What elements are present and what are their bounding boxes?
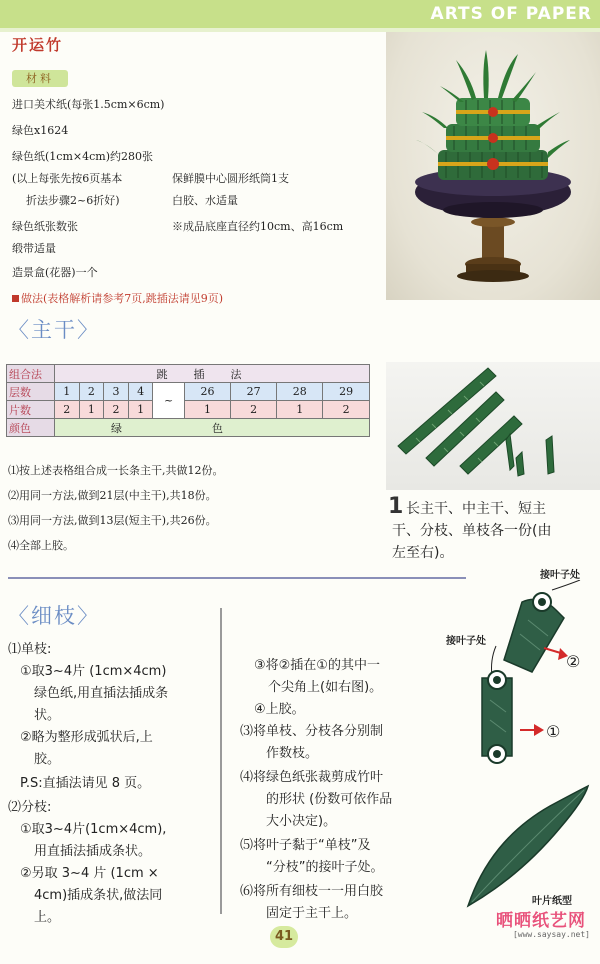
method-note-text: 做法(表格解析请参考7页,跳插法请见9页) [21, 292, 224, 305]
branch-line: 状。 [34, 708, 61, 723]
branch-line: ②略为整形成弧状后,上 [20, 730, 153, 745]
branch-line: 用直插法插成条状。 [34, 844, 152, 859]
branch-line: 作数枝。 [266, 746, 319, 761]
material-line: 折法步骤2~6折好) [26, 194, 120, 207]
branch-line: ⑶将单枝、分枝各分别制 [240, 724, 384, 739]
material-line-right: 保鲜膜中心圆形纸筒1支 [172, 172, 289, 185]
diagram-label-leaf-template: 叶片纸型 [532, 896, 572, 907]
piece-cell: 1 [184, 401, 230, 419]
watermark-url: [www.saysay.net] [512, 930, 590, 939]
branch-line: 胶。 [34, 752, 61, 767]
caption-number: 1 [388, 494, 404, 519]
branch-line: 固定于主干上。 [266, 906, 358, 921]
method-label: 跳插法 [156, 367, 268, 381]
piece-cell: 2 [323, 401, 370, 419]
table-row [7, 401, 370, 419]
piece-cell: 2 [55, 401, 80, 419]
trunk-pieces-photo [386, 362, 600, 490]
material-line: 缎带适量 [12, 242, 56, 255]
materials-badge: 材料 [12, 70, 68, 87]
diagram-marker-2: ② [566, 652, 581, 671]
material-line: 绿色纸(1cm×4cm)约280张 [12, 150, 153, 163]
branch-line: ⑸将叶子黏于“单枝”及 [240, 838, 371, 853]
piece-cell: 1 [277, 401, 323, 419]
bamboo-photo [386, 32, 600, 300]
caption-line: 干、分枝、单枝各一份(由 [392, 523, 552, 539]
layer-cell: 3 [104, 383, 129, 401]
layer-cell: 28 [277, 383, 323, 401]
piece-cell: 2 [104, 401, 129, 419]
branch-line: ⑴单枝: [8, 642, 52, 657]
column-divider [220, 608, 222, 914]
material-line-right: 白胶、水适量 [172, 194, 238, 207]
material-line: 进口美术纸(每张1.5cm×6cm) [12, 98, 165, 111]
section-title-trunk: 〈主干〉 [8, 318, 100, 342]
material-line-right: ※成品底座直径约10cm、高16cm [172, 220, 344, 233]
row-label: 颜色 [7, 419, 55, 437]
material-line: 绿色x1624 [12, 124, 69, 137]
page-number: 41 [270, 926, 298, 948]
caption-line: 左至右)。 [392, 545, 454, 561]
row-label: 层数 [7, 383, 55, 401]
branch-line: P.S:直插法请见 8 页。 [20, 776, 151, 791]
branch-line: 上。 [34, 910, 61, 925]
table-row [7, 383, 370, 401]
tilde-cell: ~ [153, 383, 184, 419]
branch-line: 个尖角上(如右图)。 [268, 680, 383, 695]
row-label: 片数 [7, 401, 55, 419]
branch-line: “分枝”的接叶子处。 [266, 860, 384, 875]
branch-line: ③将②插在①的其中一 [254, 658, 380, 673]
branch-line: ⑷将绿色纸张裁剪成竹叶 [240, 770, 384, 785]
branch-line: ④上胶。 [254, 702, 305, 717]
diagram-marker-1: ① [546, 722, 561, 741]
piece-cell: 1 [79, 401, 104, 419]
diagram-label-leaf-joint: 接叶子处 [446, 636, 486, 647]
bamboo-arrangement-illustration [386, 32, 600, 300]
branch-line: 绿色纸,用直插法插成条 [34, 686, 169, 701]
layer-cell: 29 [323, 383, 370, 401]
material-line: 绿色纸张数张 [12, 220, 78, 233]
section-title-branch: 〈细枝〉 [8, 604, 100, 628]
branch-line: ①取3~4片(1cm×4cm), [20, 822, 167, 837]
section-divider [8, 577, 466, 579]
trunk-step: ⑶用同一方法,做到13层(短主干),共26份。 [8, 514, 217, 527]
piece-cell: 1 [128, 401, 153, 419]
layer-cell: 4 [128, 383, 153, 401]
page-title: 开运竹 [12, 36, 64, 54]
branch-line: ⑹将所有细枝一一用白胶 [240, 884, 384, 899]
branch-line: ⑵分枝: [8, 800, 52, 815]
series-title: ARTS OF PAPER [430, 4, 592, 24]
branch-line: ②另取 3~4 片 (1cm × [20, 866, 159, 881]
table-row [7, 419, 370, 437]
row-label: 组合法 [7, 365, 55, 383]
trunk-step: ⑵用同一方法,做到21层(中主干),共18份。 [8, 489, 217, 502]
branch-line: 的形状 (份数可依作品 [266, 792, 393, 807]
branch-line: 大小决定)。 [266, 814, 337, 829]
trunk-step: ⑴按上述表格组合成一长条主干,共做12份。 [8, 464, 224, 477]
diagram-label-leaf-joint: 接叶子处 [540, 570, 580, 581]
color-cell [55, 419, 370, 437]
layer-cell: 27 [231, 383, 277, 401]
table-row [7, 365, 370, 383]
layer-cell: 2 [79, 383, 104, 401]
trunk-table [6, 364, 370, 437]
bullet-square-icon [12, 295, 19, 302]
material-line: 造景盒(花器)一个 [12, 266, 98, 279]
layer-cell: 26 [184, 383, 230, 401]
watermark: 晒晒纸艺网 [496, 911, 586, 931]
piece-cell: 2 [231, 401, 277, 419]
caption-line: 长主干、中主干、短主 [406, 501, 546, 517]
branch-line: 4cm)插成条状,做法同 [34, 888, 163, 903]
material-line: (以上每张先按6页基本 [12, 172, 123, 185]
trunk-step: ⑷全部上胶。 [8, 539, 74, 552]
branch-line: ①取3~4片 (1cm×4cm) [20, 664, 167, 679]
method-note [12, 290, 223, 306]
method-cell [55, 365, 370, 383]
trunk-pieces-illustration [386, 362, 600, 490]
layer-cell: 1 [55, 383, 80, 401]
branch-assembly-diagram [460, 580, 600, 910]
color-label: 绿色 [111, 421, 313, 435]
